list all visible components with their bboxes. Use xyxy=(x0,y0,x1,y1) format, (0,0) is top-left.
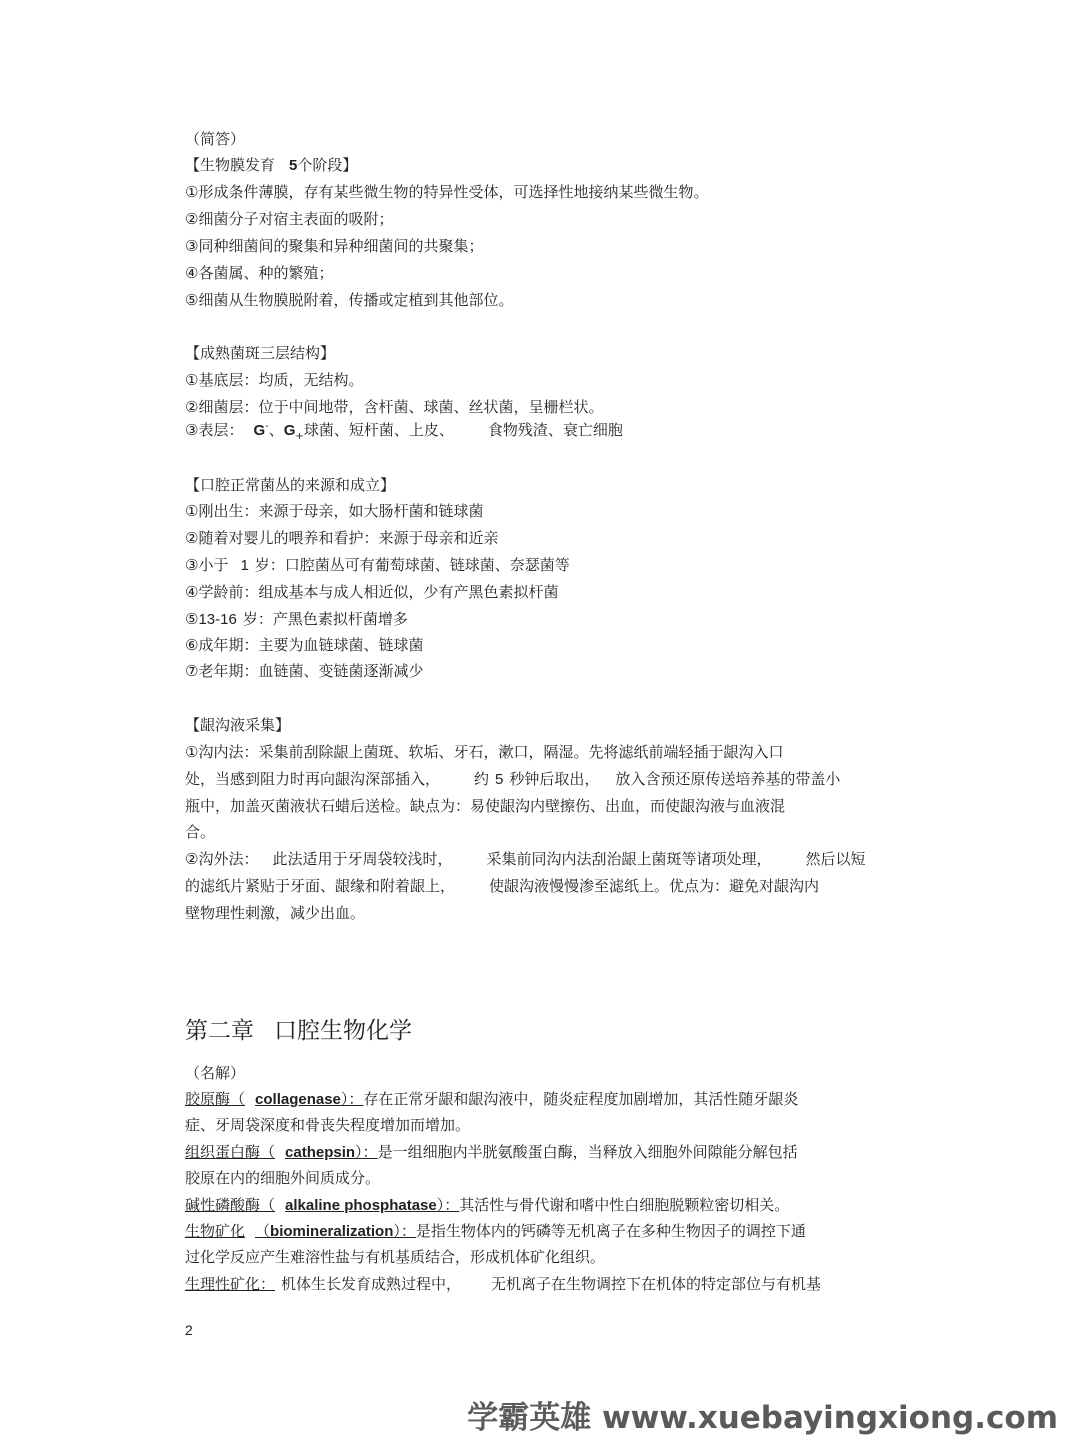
subscript: + xyxy=(295,431,304,442)
term-definition: 存在正常牙龈和龈沟液中，随炎症程度加剧增加，其活性随牙龈炎 xyxy=(363,1090,799,1108)
term-name: 生物矿化 （biomineralization）： xyxy=(185,1222,416,1240)
text-run: 约 xyxy=(474,770,490,788)
item-text: 岁：产黑色素拟杆菌增多 xyxy=(242,610,408,628)
heading-text: 个阶段】 xyxy=(297,156,358,174)
heading-biofilm-stages xyxy=(185,155,357,176)
list-item: ⑦老年期：血链菌、变链菌逐渐减少 xyxy=(185,662,424,680)
watermark: 学霸英雄 www.xuebayingxiong.com xyxy=(467,1400,1058,1436)
page-number: 2 xyxy=(185,1322,193,1338)
paragraph-line xyxy=(185,769,840,790)
list-item: ①刚出生：来源于母亲，如大肠杆菌和链球菌 xyxy=(185,502,484,520)
heading-gcf-collection: 【龈沟液采集】 xyxy=(185,716,291,734)
item-number: 13-16 xyxy=(198,611,237,628)
text-run: ②沟外法： xyxy=(185,850,259,868)
section-tag-term-definitions: （名解） xyxy=(185,1064,246,1082)
heading-flora-origin: 【口腔正常菌丛的来源和成立】 xyxy=(185,476,396,494)
text-run: 放入含预还原传送培养基的带盖小 xyxy=(615,770,841,788)
term-entry-alkaline-phosphatase xyxy=(185,1195,789,1216)
list-item: ①形成条件薄膜，存有某些微生物的特异性受体，可选择性地接纳某些微生物。 xyxy=(185,183,709,201)
item-text: 食物残渣、衰亡细胞 xyxy=(487,421,623,439)
item-text: ③小于 xyxy=(185,556,229,574)
term-definition: 是指生物体内的钙磷等无机离子在多种生物因子的调控下通 xyxy=(415,1222,806,1240)
text-run: 使龈沟液慢慢渗至滤纸上。优点为：避免对龈沟内 xyxy=(489,877,820,895)
term-name: 胶原酶（ collagenase）： xyxy=(185,1090,364,1108)
list-item: ②随着对婴儿的喂养和看护：来源于母亲和近亲 xyxy=(185,529,499,547)
heading-plaque-layers: 【成熟菌斑三层结构】 xyxy=(185,344,336,362)
term-entry-biomineralization xyxy=(185,1221,806,1242)
item-text: 球菌、短杆菌、上皮、 xyxy=(303,421,454,439)
list-item: ②细菌分子对宿主表面的吸附； xyxy=(185,210,394,228)
list-item: ④各菌属、种的繁殖； xyxy=(185,264,334,282)
text-run: 然后以短 xyxy=(805,850,866,868)
list-item: ①基底层：均质，无结构。 xyxy=(185,371,364,389)
text-run: 秒钟后取出， xyxy=(509,770,600,788)
list-item xyxy=(185,417,623,447)
chapter-number: 第二章 xyxy=(185,1018,254,1044)
term-definition-cont: 胶原在内的细胞外间质成分。 xyxy=(185,1169,381,1187)
chapter-name: 口腔生物化学 xyxy=(274,1018,412,1044)
list-item: ②细菌层：位于中间地带，含杆菌、球菌、丝状菌，呈栅栏状。 xyxy=(185,398,604,416)
list-item: ⑥成年期：主要为血链球菌、链球菌 xyxy=(185,636,424,654)
term-definition: 无机离子在生物调控下在机体的特定部位与有机基 xyxy=(491,1275,822,1293)
term-name: 生理性矿化： xyxy=(185,1275,276,1293)
section-tag-short-answer: （简答） xyxy=(185,130,246,148)
chapter-title xyxy=(185,1016,412,1046)
text-run: 此法适用于牙周袋较浅时， xyxy=(272,850,453,868)
text-run: 的滤纸片紧贴于牙面、龈缘和附着龈上， xyxy=(185,877,456,895)
paragraph-line: ①沟内法：采集前刮除龈上菌斑、软垢、牙石，漱口，隔湿。先将滤纸前端轻插于龈沟入口 xyxy=(185,743,784,761)
list-item: ④学龄前：组成基本与成人相近似，少有产黑色素拟杆菌 xyxy=(185,583,559,601)
list-item: ⑤细菌从生物膜脱附着，传播或定植到其他部位。 xyxy=(185,291,514,309)
term-name: 组织蛋白酶（ cathepsin）： xyxy=(185,1143,378,1161)
text-number: 5 xyxy=(495,771,504,788)
term-entry-cathepsin xyxy=(185,1142,798,1163)
term-definition-cont: 过化学反应产生难溶性盐与有机基质结合，形成机体矿化组织。 xyxy=(185,1248,606,1266)
term-entry-physiological-mineralization xyxy=(185,1274,821,1294)
paragraph-line xyxy=(185,876,819,896)
item-label: ③表层： xyxy=(185,421,244,439)
term-name: 碱性磷酸酶（ alkaline phosphatase）： xyxy=(185,1196,460,1214)
heading-text: 【生物膜发育 xyxy=(185,156,276,174)
paragraph-line: 瓶中，加盖灭菌液状石蜡后送检。缺点为：易使龈沟内壁擦伤、出血，而使龈沟液与血液混 xyxy=(185,797,786,815)
text-run: 处，当感到阻力时再向龈沟深部插入， xyxy=(185,770,441,788)
separator: 、 xyxy=(268,421,284,439)
paragraph-line xyxy=(185,849,866,869)
item-number: 1 xyxy=(240,557,249,574)
list-item xyxy=(185,555,570,576)
gram-negative: G xyxy=(253,422,266,439)
list-item: ③同种细菌间的聚集和异种细菌间的共聚集； xyxy=(185,237,484,255)
term-definition: 机体生长发育成熟过程中， xyxy=(281,1275,462,1293)
item-text: ⑤ xyxy=(185,610,199,628)
gram-positive: G xyxy=(283,422,296,439)
term-entry-collagenase xyxy=(185,1089,798,1110)
list-item xyxy=(185,609,408,630)
item-text: 岁：口腔菌丛可有葡萄球菌、链球菌、奈瑟菌等 xyxy=(254,556,570,574)
term-definition-cont: 症、牙周袋深度和骨丧失程度增加而增加。 xyxy=(185,1116,471,1134)
term-definition: 是一组细胞内半胱氨酸蛋白酶，当释放入细胞外间隙能分解包括 xyxy=(377,1143,798,1161)
paragraph-line: 壁物理性刺激，减少出血。 xyxy=(185,904,366,922)
superscript: - xyxy=(265,421,269,432)
text-run: 采集前同沟内法刮治龈上菌斑等诸项处理， xyxy=(486,850,772,868)
heading-number: 5 xyxy=(289,157,298,174)
term-definition: 其活性与骨代谢和嗜中性白细胞脱颗粒密切相关。 xyxy=(459,1196,790,1214)
paragraph-line: 合。 xyxy=(185,823,216,841)
